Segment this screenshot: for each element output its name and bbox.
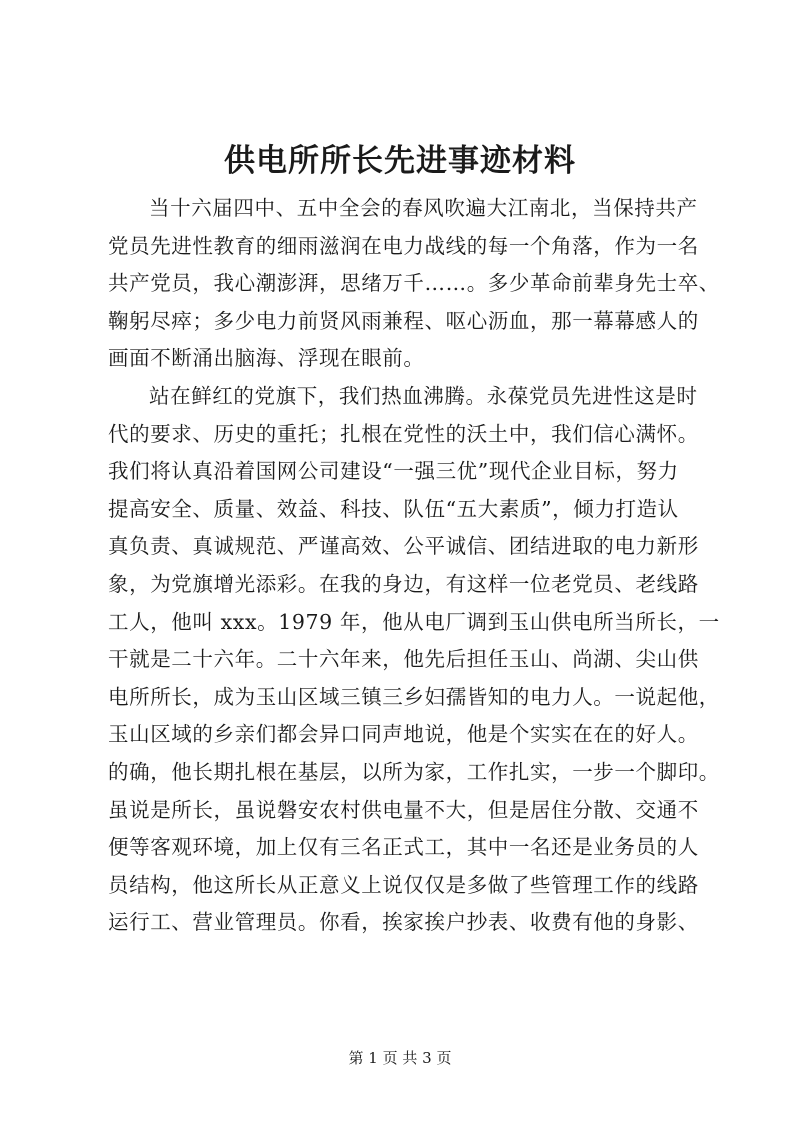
text-line: 提高安全、质量、效益、科技、队伍“五大素质”，倾力打造认	[108, 496, 679, 521]
page-number-footer: 第 1 页 共 3 页	[348, 1049, 452, 1067]
document-body	[108, 190, 728, 942]
text-line: 画面不断涌出脑海、浮现在眼前。	[108, 346, 425, 371]
text-line: 的确，他长期扎根在基层，以所为家，工作扎实，一步一个脚印。	[108, 759, 720, 784]
text-line: 当十六届四中、五中全会的春风吹遍大江南北，当保持共产	[149, 196, 698, 220]
text-line: 工人，他叫 xxx。1979 年，他从电厂调到玉山供电所当所长，一	[108, 609, 720, 634]
text-line: 我们将认真沿着国网公司建设“一强三优”现代企业目标，努力	[108, 459, 679, 484]
text-line: 运行工、营业管理员。你看，挨家挨户抄表、收费有他的身影、	[108, 910, 699, 935]
text-line: 鞠躬尽瘁；多少电力前贤风雨兼程、呕心沥血，那一幕幕感人的	[108, 308, 699, 333]
paragraph-1	[108, 190, 728, 378]
text-line: 干就是二十六年。二十六年来，他先后担任玉山、尚湖、尖山供	[108, 647, 699, 672]
text-line: 员结构，他这所长从正意义上说仅仅是多做了些管理工作的线路	[108, 872, 699, 897]
text-line: 共产党员，我心潮澎湃，思绪万千……。多少革命前辈身先士卒、	[108, 271, 720, 296]
text-line: 玉山区域的乡亲们都会异口同声地说，他是个实实在在的好人。	[108, 722, 699, 747]
text-line: 代的要求、历史的重托；扎根在党性的沃土中，我们信心满怀。	[108, 421, 699, 446]
text-line: 象，为党旗增光添彩。在我的身边，有这样一位老党员、老线路	[108, 571, 699, 596]
text-line: 便等客观环境，加上仅有三名正式工，其中一名还是业务员的人	[108, 835, 699, 860]
text-line: 站在鲜红的党旗下，我们热血沸腾。永葆党员先进性这是时	[149, 383, 698, 408]
document-title: 供电所所长先进事迹材料	[224, 143, 576, 179]
text-line: 真负责、真诚规范、严谨高效、公平诚信、团结进取的电力新形	[108, 534, 699, 559]
text-line: 党员先进性教育的细雨滋润在电力战线的每一个角落，作为一名	[108, 233, 699, 258]
paragraph-2	[108, 378, 728, 942]
text-line: 电所所长，成为玉山区域三镇三乡妇孺皆知的电力人。一说起他，	[108, 684, 720, 709]
text-line: 虽说是所长，虽说磐安农村供电量不大，但是居住分散、交通不	[108, 797, 699, 822]
